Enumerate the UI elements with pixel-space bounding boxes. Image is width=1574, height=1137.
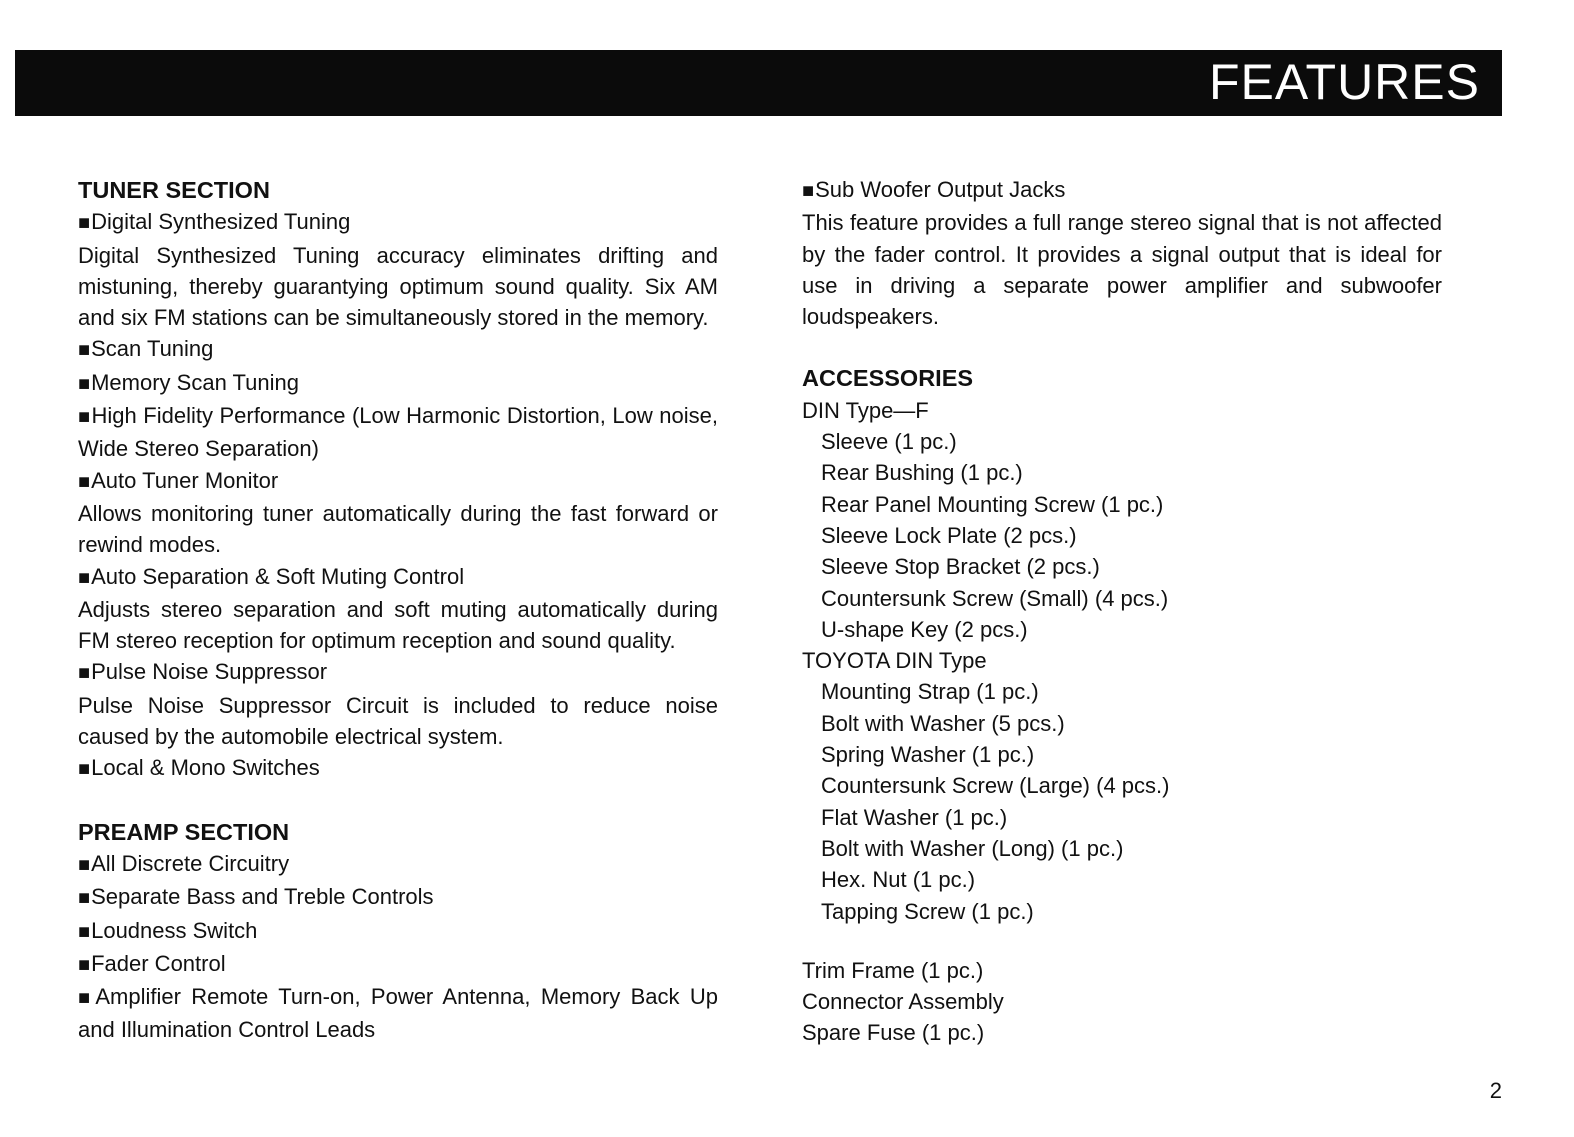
tuner-section-heading: TUNER SECTION <box>78 177 270 203</box>
accessory-item: Connector Assembly <box>802 989 1004 1015</box>
feature-bullet: ■ High Fidelity Performance (Low Harmonic Distortion, Low noise, Wide Stereo Separation) <box>78 400 718 465</box>
feature-bullet: ■ Loudness Switch <box>78 915 718 948</box>
feature-bullet: ■ Separate Bass and Treble Controls <box>78 881 718 914</box>
accessory-item: Mounting Strap (1 pc.) <box>821 679 1039 705</box>
accessory-item: Countersunk Screw (Small) (4 pcs.) <box>821 585 1169 611</box>
left-column <box>78 175 718 1046</box>
accessory-item: Trim Frame (1 pc.) <box>802 957 984 983</box>
feature-description: Pulse Noise Suppressor Circuit is included to reduce noise caused by the automobile electrical system. <box>78 692 718 750</box>
accessory-item: Flat Washer (1 pc.) <box>821 804 1008 830</box>
page-title: FEATURES <box>1209 54 1480 110</box>
accessory-item: Spring Washer (1 pc.) <box>821 742 1035 768</box>
accessory-item: Rear Bushing (1 pc.) <box>821 460 1023 486</box>
header-bar <box>15 50 1502 116</box>
accessory-item: Sleeve Lock Plate (2 pcs.) <box>821 522 1077 548</box>
accessory-item: Tapping Screw (1 pc.) <box>821 898 1034 924</box>
accessory-item: Bolt with Washer (Long) (1 pc.) <box>821 835 1124 861</box>
accessory-item: Sleeve (1 pc.) <box>821 429 957 455</box>
section-spacer <box>802 332 1442 363</box>
feature-bullet: ■ Amplifier Remote Turn-on, Power Antenna, Memory Back Up and Illumination Control Leads <box>78 981 718 1046</box>
accessories-heading: ACCESSORIES <box>802 365 974 392</box>
din-type-label: DIN Type—F <box>802 397 929 423</box>
feature-bullet: ■ All Discrete Circuitry <box>78 848 718 881</box>
accessory-item: U-shape Key (2 pcs.) <box>821 616 1028 642</box>
right-column <box>802 174 1442 1049</box>
toyota-din-type-label: TOYOTA DIN Type <box>802 648 987 674</box>
page-number: 2 <box>1489 1078 1502 1103</box>
accessory-item: Hex. Nut (1 pc.) <box>821 867 976 893</box>
feature-bullet: ■ Digital Synthesized Tuning <box>78 206 718 239</box>
accessory-item: Bolt with Washer (5 pcs.) <box>821 710 1065 736</box>
feature-bullet: ■ Local & Mono Switches <box>78 752 718 785</box>
feature-bullet: ■ Auto Tuner Monitor <box>78 465 718 498</box>
feature-bullet: ■ Pulse Noise Suppressor <box>78 656 718 689</box>
feature-bullet: ■ Fader Control <box>78 948 718 981</box>
feature-bullet: ■ Scan Tuning <box>78 333 718 366</box>
accessory-item: Rear Panel Mounting Screw (1 pc.) <box>821 491 1164 517</box>
feature-description: Adjusts stereo separation and soft muting automatically during FM stereo reception for optimum reception and sound quality. <box>78 596 718 654</box>
preamp-section-heading: PREAMP SECTION <box>78 818 290 845</box>
accessory-item: Spare Fuse (1 pc.) <box>802 1020 985 1046</box>
feature-description: This feature provides a full range stereo signal that is not affected by the fader control. It provides a signal output that is ideal for use in driving a separate power amplifier and subwoofer loudspeakers. <box>802 210 1442 330</box>
feature-bullet: ■ Sub Woofer Output Jacks <box>802 174 1442 207</box>
feature-bullet: ■ Memory Scan Tuning <box>78 367 718 400</box>
section-spacer <box>78 786 718 817</box>
feature-description: Allows monitoring tuner automatically during the fast forward or rewind modes. <box>78 500 718 558</box>
feature-bullet: ■ Auto Separation & Soft Muting Control <box>78 561 718 594</box>
accessory-item: Countersunk Screw (Large) (4 pcs.) <box>821 773 1170 799</box>
accessory-item: Sleeve Stop Bracket (2 pcs.) <box>821 554 1100 580</box>
feature-description: Digital Synthesized Tuning accuracy eliminates drifting and mistuning, thereby guarantying optimum sound quality. Six AM and six FM stations can be simultaneously stored in the memory. <box>78 242 718 331</box>
list-spacer <box>802 927 1442 955</box>
